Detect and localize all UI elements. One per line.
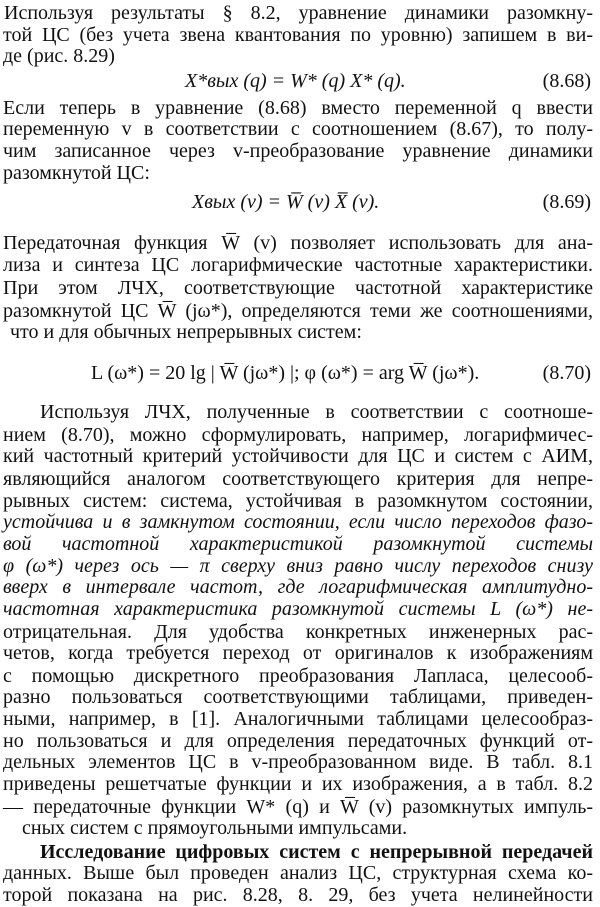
text-line: торой показана на рис. 8.28, 8. 29, без учета нелинейности (3, 884, 593, 907)
text-line: Если теперь в уравнение (8.68) вместо переменной q ввести (3, 97, 593, 120)
text-line: данных. Выше был проведен анализ ЦС, структурная схема ко- (3, 861, 593, 884)
text-line: отрицательная. Для удобства конкретных инженерных рас- (3, 620, 593, 643)
text-line: разно пользоваться соответствующими таблицами, приведен- (3, 685, 593, 708)
equation-8-70 (0, 360, 600, 386)
text-line: с помощью дискретного преобразования Лапласа, целесооб- (3, 664, 593, 687)
text-line: что и для обычных непрерывных систем: (10, 321, 362, 344)
text-line: нием (8.70), можно сформулировать, например, логарифмичес- (3, 424, 593, 447)
text-line: При этом ЛЧХ, соответствующие частотной характеристике (3, 277, 593, 300)
text-line: ными, например, в [1]. Аналогичными таблицами целесообраз- (3, 708, 593, 731)
text-line: — передаточные функции W* (q) и W̅ (v) разомкнутых импуль- (3, 795, 593, 818)
text-line: чим записанное через v-преобразование уравнение динамики (3, 140, 593, 163)
text-line: разомкнутой ЦС: (3, 161, 150, 184)
text-line: вой частотной характеристикой разомкнутой системы (3, 532, 593, 555)
text-line: кий частотный критерий устойчивости для ЦС и систем с АИМ, (3, 445, 593, 468)
section-heading: Исследование цифровых систем с непрерывной передачей (40, 840, 593, 863)
text-line: Передаточная функция W̅ (v) позволяет использовать для ана- (3, 231, 593, 254)
text-line: дельных элементов ЦС в v-преобразованном виде. В табл. 8.1 (3, 751, 593, 774)
equation-8-69 (0, 189, 600, 215)
text-line: являющийся аналогом соответствующего критерия для непре- (3, 467, 593, 490)
text-line: де (рис. 8.29) (3, 45, 115, 68)
text-line: приведены решетчатые функции и их изображения, а в табл. 8.2 (3, 773, 593, 796)
text-line: сных систем с прямоугольными импульсами. (22, 816, 408, 839)
text-line: φ (ω*) через ось — π сверху вниз равно числу переходов снизу (3, 555, 593, 578)
text-line: частотная характеристика разомкнутой системы L (ω*) не- (3, 598, 593, 621)
text-line: лиза и синтеза ЦС логарифмические частотные характеристики. (3, 254, 593, 276)
text-line: рывных систем: система, устойчивая в разомкнутом состоянии, (3, 489, 593, 512)
text-line: Используя ЛЧХ, полученные в соответствии с соотноше- (40, 401, 593, 424)
equation-body: Xвых (v) = W̅ (v) X̅ (v). (192, 190, 380, 213)
equation-number: (8.70) (542, 361, 591, 384)
equation-number: (8.69) (542, 190, 591, 213)
equation-8-68 (0, 68, 600, 94)
text-line: четов, когда требуется переход от оригиналов к изображениям (3, 641, 593, 664)
text-line: той ЦС (без учета звена квантования по уровню) запишем в ви- (3, 24, 593, 47)
equation-body: X*вых (q) = W* (q) X* (q). (185, 70, 406, 93)
equation-number: (8.68) (542, 70, 591, 93)
text-line: вверх в интервале частот, где логарифмическая амплитудно- (3, 576, 593, 599)
text-line: устойчива и в замкнутом состоянии, если число переходов фазо- (3, 510, 593, 533)
text-line: Используя результаты § 8.2, уравнение динамики разомкну- (4, 1, 593, 24)
equation-body: L (ω*) = 20 lg | W̅ (jω*) |; φ (ω*) = arg W̅ (jω*). (91, 361, 480, 384)
text-line: но пользоваться и для определения передаточных функций от- (3, 730, 593, 753)
text-line: разомкнутой ЦС W̅ (jω*), определяются теми же соотношениями, (3, 300, 593, 323)
text-line: переменную v в соответствии с соотношением (8.67), то полу- (3, 118, 593, 141)
